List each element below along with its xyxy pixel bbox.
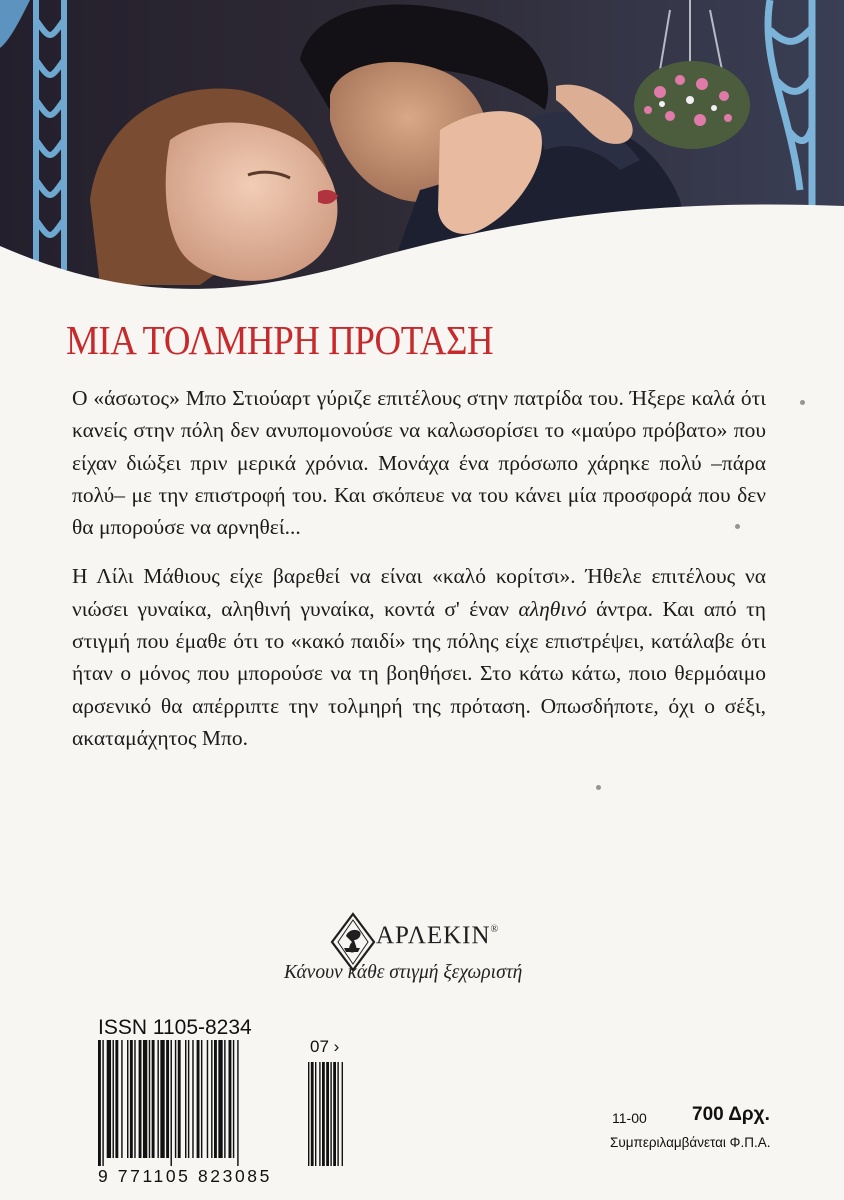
- trademark-mark: ®: [490, 924, 500, 935]
- couple-photo-icon: [0, 0, 844, 300]
- publisher-name: [376, 922, 499, 950]
- barcode-bar: [115, 1040, 118, 1158]
- blurb-paragraph-2: [72, 560, 766, 754]
- blurb-emphasis: αληθινό: [518, 596, 587, 621]
- cover-photo: [0, 0, 844, 300]
- barcode-bar: [157, 1040, 158, 1158]
- barcode-bar: [160, 1040, 164, 1158]
- book-title: ΜΙΑ ΤΟΛΜΗΡΗ ΠΡΟΤΑΣΗ: [66, 317, 494, 363]
- barcode-bar: [218, 1040, 222, 1158]
- barcode-bar: [185, 1040, 186, 1158]
- barcode-addon-bar: [337, 1062, 338, 1166]
- barcode-bar: [224, 1040, 225, 1158]
- barcode-addon-bar: [326, 1062, 329, 1166]
- barcode-bar: [229, 1040, 232, 1158]
- barcode-bar: [149, 1040, 150, 1158]
- issn-label: ISSN 1105-8234: [98, 1016, 252, 1039]
- barcode-icon: [96, 1040, 346, 1168]
- barcode-bar: [175, 1040, 176, 1158]
- barcode-bar: [233, 1040, 234, 1158]
- barcode-addon-bar: [333, 1062, 336, 1166]
- barcode-addon-bar: [308, 1062, 309, 1166]
- barcode-addon-bar: [342, 1062, 343, 1166]
- barcode-bar: [237, 1040, 238, 1166]
- barcode-addon-bar: [319, 1062, 320, 1166]
- barcode-bar: [207, 1040, 208, 1158]
- barcode-bar: [192, 1040, 193, 1158]
- barcode-addon-mark: ›: [333, 1037, 340, 1056]
- issue-code: 11-00: [612, 1110, 647, 1126]
- barcode-bar: [143, 1040, 147, 1158]
- blurb-paragraph-2-end: άντρα. Και από τη στιγμή που έμαθε ότι το «κακό παιδί» της πόλης είχε επιστρέψει, κατάλαβε ότι ήταν ο μόνος που μπορούσε να τη βοηθήσει. Στο κάτω κάτω, ποιο θερμόαιμο αρσενικό θα απέρριπτε την τολμηρή της πρόταση. Οπωσδήποτε, όχι ο σέξι, ακαταμάχητος Μπο.: [72, 596, 767, 750]
- barcode-addon-bar: [315, 1062, 316, 1166]
- publisher-name-text: ΑΡΛΕΚΙΝ: [376, 922, 491, 949]
- scuff-mark: [735, 524, 740, 529]
- barcode-bar: [134, 1040, 135, 1158]
- scuff-mark: [800, 400, 805, 405]
- blurb-text: [72, 382, 766, 771]
- blurb-paragraph-1: Ο «άσωτος» Μπο Στιούαρτ γύριζε επιτέλους στην πατρίδα του. Ήξερε καλά ότι κανείς στην πόλη δεν ανυπομονούσε να καλωσορίσει το «μαύρο πρόβατο» που είχαν διώξει πριν μερικά χρόνια. Μονάχα ένα πρόσωπο χάρηκε πολύ –πάρα πολύ– με την επιστροφή του. Και σκόπευε να του κάνει μία προσφορά που δεν θα μπορούσε να αρνηθεί...: [72, 386, 766, 540]
- barcode-addon-bar: [311, 1062, 314, 1166]
- barcode-bar: [197, 1040, 200, 1158]
- vat-note: Συμπεριλαμβάνεται Φ.Π.Α.: [610, 1135, 771, 1150]
- publisher-slogan: Κάνουν κάθε στιγμή ξεχωριστή: [284, 962, 523, 983]
- barcode-number: 9 771105 823085: [98, 1166, 272, 1186]
- barcode-bar: [107, 1040, 111, 1158]
- blurb-paragraph-2-start: Η Λίλι Μάθιους είχε βαρεθεί να είναι «καλό κορίτσι». Ήθελε επιτέλους να νιώσει γυναίκα, αληθινή γυναίκα, κοντά σ' έναν: [72, 564, 766, 621]
- barcode-bar: [139, 1040, 142, 1158]
- barcode-bar: [113, 1040, 114, 1158]
- barcode-bar: [201, 1040, 202, 1158]
- barcode-addon-bar: [330, 1062, 331, 1166]
- barcode-bar: [127, 1040, 128, 1158]
- scuff-mark: [596, 785, 601, 790]
- barcode-addon-number: 07: [310, 1037, 329, 1056]
- barcode-bar: [211, 1040, 212, 1158]
- barcode-bar: [166, 1040, 169, 1158]
- price: 700 Δρχ.: [692, 1104, 770, 1125]
- barcode-addon-bar: [322, 1062, 325, 1166]
- barcode-bar: [171, 1040, 172, 1166]
- barcode-bar: [188, 1040, 189, 1158]
- barcode-bar: [102, 1040, 103, 1166]
- barcode-bar: [152, 1040, 155, 1158]
- barcode-bar: [121, 1040, 122, 1158]
- barcode-bar: [178, 1040, 181, 1158]
- barcode-bar: [98, 1040, 101, 1166]
- barcode-bar: [130, 1040, 133, 1158]
- barcode-addon: [310, 1037, 339, 1057]
- barcode-bar: [214, 1040, 217, 1158]
